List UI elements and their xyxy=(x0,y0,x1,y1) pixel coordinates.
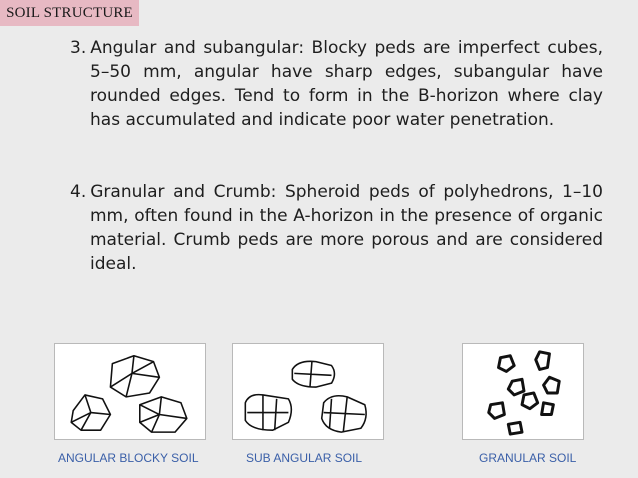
granular-figure xyxy=(462,343,584,440)
angular-blocky-figure xyxy=(54,343,206,440)
bullet-number: 3. xyxy=(70,38,87,58)
caption-angular-blocky: ANGULAR BLOCKY SOIL xyxy=(58,451,199,465)
caption-sub-angular: SUB ANGULAR SOIL xyxy=(246,451,363,465)
subangular-peds-illustration xyxy=(233,344,383,439)
bullet-item-granular xyxy=(70,180,603,276)
bullet-text: Angular and subangular: Blocky peds are imperfect cubes, 5–50 mm, angular have sharp edges, subangular have rounded edges. Tend to form in the B-horizon where clay has accumulated and indicate poor water penetration. xyxy=(90,38,603,130)
caption-granular: GRANULAR SOIL xyxy=(479,451,577,465)
bullet-text: Granular and Crumb: Spheroid peds of polyhedrons, 1–10 mm, often found in the A-horizon in the presence of organic material. Crumb peds are more porous and are considered ideal. xyxy=(90,182,603,274)
granular-peds-illustration xyxy=(463,344,583,439)
section-tag: SOIL STRUCTURE xyxy=(0,0,139,26)
angular-blocky-peds-illustration xyxy=(55,344,205,439)
bullet-item-angular xyxy=(70,36,603,132)
subangular-figure xyxy=(232,343,384,440)
bullet-number: 4. xyxy=(70,182,87,202)
